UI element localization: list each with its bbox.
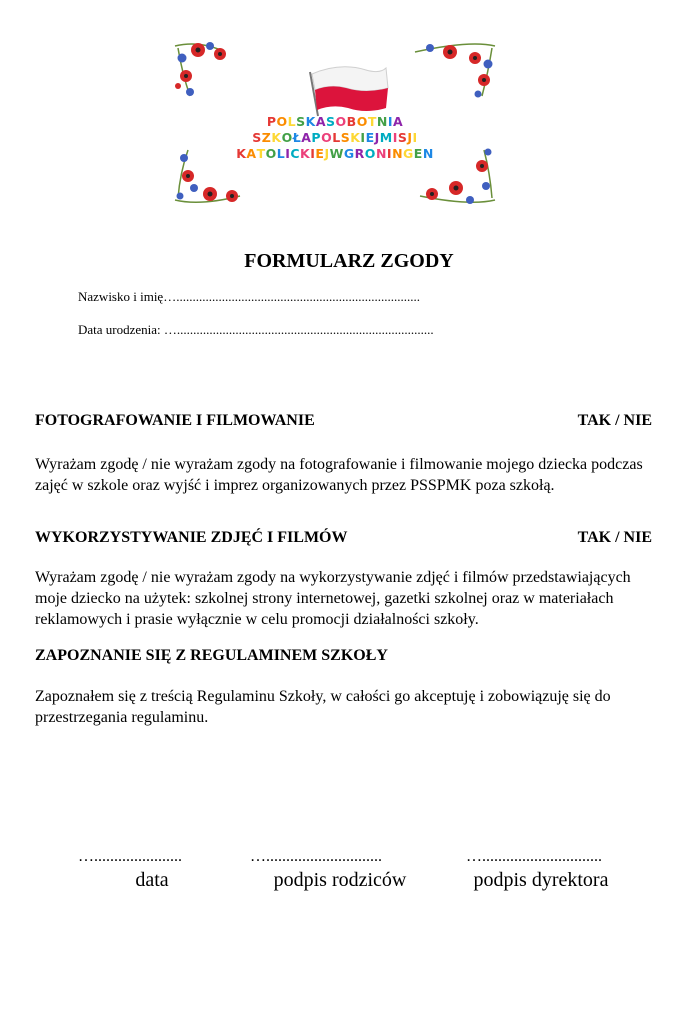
logo-letter: R	[354, 146, 365, 161]
logo-letter: I	[310, 146, 316, 161]
logo-letter: T	[367, 114, 377, 129]
logo-letter: A	[315, 114, 326, 129]
logo-letter: O	[281, 130, 293, 145]
logo-letter: N	[376, 114, 388, 129]
logo-letter: J	[374, 130, 380, 145]
logo-letter: A	[246, 146, 257, 161]
director-signature-label: podpis dyrektora	[473, 869, 609, 891]
logo-letter: P	[266, 114, 277, 129]
logo-letter: G	[343, 146, 355, 161]
section-heading-photography: FOTOGRAFOWANIE I FILMOWANIE	[35, 412, 315, 429]
logo-text	[236, 146, 434, 161]
logo-letter: C	[290, 146, 301, 161]
logo-letter: W	[329, 146, 344, 161]
section-heading-usage: WYKORZYSTYWANIE ZDJĘĆ I FILMÓW	[35, 529, 348, 546]
polish-flag-icon	[310, 67, 388, 116]
logo-letter: O	[321, 130, 333, 145]
logo-letter: G	[403, 146, 414, 161]
logo-letter: L	[332, 130, 341, 145]
tak-nie-choice-photography[interactable]: TAK / NIE	[577, 412, 652, 429]
section-text-photography: Wyrażam zgodę / nie wyrażam zgody na fotografowanie i filmowanie mojego dziecka podczas zajęć w szkole oraz wyjść i imprez organizowanych przez PSSPMK poza szkołą.	[35, 456, 643, 494]
director-signature-line[interactable]: …..............................	[466, 848, 602, 865]
date-signature-line[interactable]: …......................	[78, 848, 182, 865]
logo-letter: Ł	[292, 130, 302, 145]
logo-text	[252, 130, 417, 145]
logo-letter: E	[315, 146, 325, 161]
logo-letter: K	[300, 146, 311, 161]
logo-letter: I	[386, 146, 393, 161]
flower-corner-top-left	[175, 42, 226, 96]
logo-letter: K	[305, 114, 316, 129]
logo-letter: O	[364, 146, 376, 161]
parents-signature-label: podpis rodziców	[273, 869, 407, 891]
logo-letter: S	[326, 114, 336, 129]
logo-letter: O	[276, 114, 288, 129]
logo-letter: M	[379, 130, 393, 145]
logo-letter: O	[265, 146, 277, 161]
date-label: data	[135, 869, 169, 891]
logo-letter: N	[375, 146, 387, 161]
logo-letter: B	[346, 114, 357, 129]
logo-letter: L	[287, 114, 297, 129]
logo-letter: T	[256, 146, 266, 161]
tak-nie-choice-usage[interactable]: TAK / NIE	[577, 529, 652, 546]
logo-letter: S	[252, 130, 262, 145]
logo-letter: A	[392, 114, 404, 129]
form-title: FORMULARZ ZGODY	[244, 250, 454, 272]
logo-letter: J	[324, 146, 330, 161]
logo-letter: O	[335, 114, 347, 129]
logo-letter: J	[407, 130, 413, 145]
logo-letter: I	[412, 130, 418, 145]
logo-text-line-3	[170, 146, 500, 161]
logo-text-line-1	[170, 114, 500, 129]
logo-letter: S	[296, 114, 306, 129]
birth-date-field[interactable]: Data urodzenia: …...............................................................................	[78, 322, 434, 337]
logo-letter: P	[311, 130, 322, 145]
logo-letter: S	[340, 130, 351, 145]
logo-letter: O	[356, 114, 368, 129]
logo-letter: E	[413, 146, 423, 161]
section-heading-regulations: ZAPOZNANIE SIĘ Z REGULAMINEM SZKOŁY	[35, 647, 388, 664]
logo-letter: I	[360, 130, 366, 145]
logo-text	[267, 114, 403, 129]
flower-corner-top-right	[415, 44, 495, 98]
logo-letter: K	[271, 130, 282, 145]
logo-letter: N	[392, 146, 404, 161]
name-field[interactable]: Nazwisko i imię…...........................................................................	[78, 289, 420, 304]
logo-letter: A	[301, 130, 312, 145]
logo-letter: Z	[261, 130, 272, 145]
logo-letter: K	[350, 130, 361, 145]
logo-letter: E	[365, 130, 375, 145]
logo-letter: I	[387, 114, 393, 129]
section-text-regulations: Zapoznałem się z treścią Regulaminu Szkoły, w całości go akceptuję i zobowiązuję się do przestrzegania regulaminu.	[35, 688, 611, 726]
school-logo	[170, 38, 500, 208]
logo-text-line-2	[170, 130, 500, 145]
section-text-usage: Wyrażam zgodę / nie wyrażam zgody na wykorzystywanie zdjęć i filmów przedstawiających moje dziecko na użytek: szkolnej strony internetowej, gazetki szkolnej oraz w materiałach reklamowych i prasie wyłącznie w celu promocji działalności szkoły.	[35, 569, 631, 628]
logo-letter: N	[422, 146, 434, 161]
parents-signature-line[interactable]: ….............................	[250, 848, 382, 865]
logo-letter: L	[276, 146, 286, 161]
logo-letter: S	[397, 130, 408, 145]
logo-letter: I	[392, 130, 398, 145]
logo-letter: I	[285, 146, 291, 161]
logo-letter: K	[236, 146, 247, 161]
